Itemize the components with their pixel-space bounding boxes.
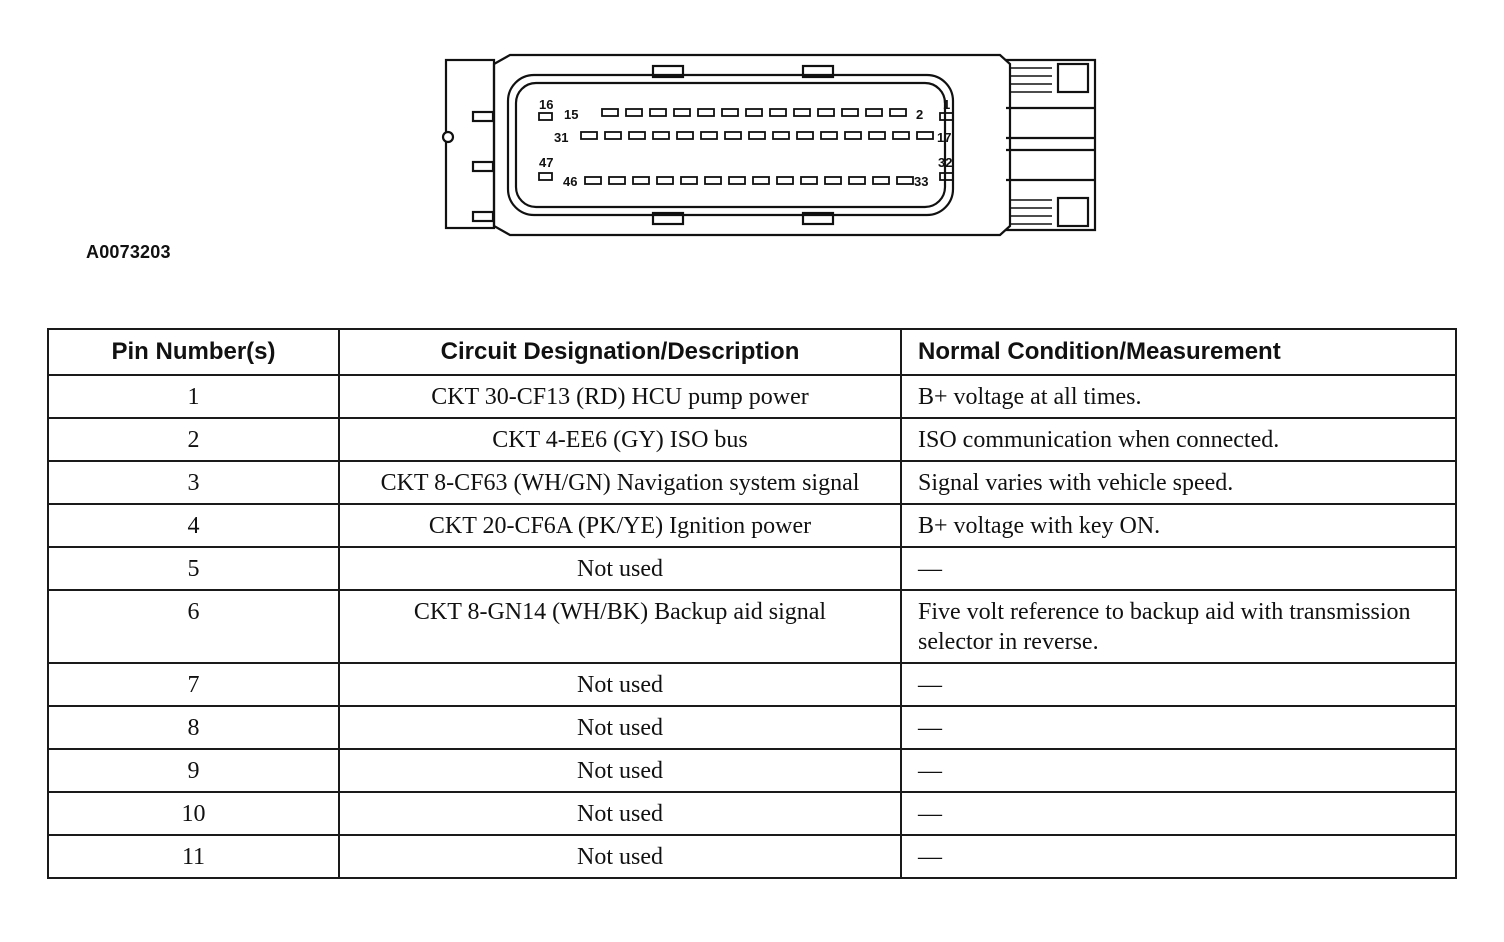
pin-number-cell: 5 <box>48 547 339 590</box>
condition-cell: — <box>901 792 1456 835</box>
pin-number-cell: 8 <box>48 706 339 749</box>
table-row <box>48 461 1456 504</box>
pin-number-cell: 9 <box>48 749 339 792</box>
condition-cell: ISO communication when connected. <box>901 418 1456 461</box>
table-row <box>48 504 1456 547</box>
circuit-cell: CKT 8-GN14 (WH/BK) Backup aid signal <box>339 590 901 663</box>
table-row <box>48 418 1456 461</box>
table-row <box>48 590 1456 663</box>
header-circuit-description: Circuit Designation/Description <box>339 329 901 375</box>
circuit-cell: Not used <box>339 706 901 749</box>
condition-cell: B+ voltage at all times. <box>901 375 1456 418</box>
pin-label-32: 32 <box>938 155 953 170</box>
pin-label-33: 33 <box>914 174 929 189</box>
pin-label-17: 17 <box>937 130 952 145</box>
figure-id: A0073203 <box>86 242 171 262</box>
condition-cell: — <box>901 547 1456 590</box>
circuit-cell: Not used <box>339 749 901 792</box>
pin-number-cell: 11 <box>48 835 339 878</box>
header-pin-numbers: Pin Number(s) <box>48 329 339 375</box>
condition-cell: Five volt reference to backup aid with transmission selector in reverse. <box>901 590 1456 663</box>
condition-cell: — <box>901 663 1456 706</box>
circuit-cell: Not used <box>339 792 901 835</box>
pin-number-cell: 4 <box>48 504 339 547</box>
condition-cell: — <box>901 835 1456 878</box>
table-header-row <box>48 329 1456 375</box>
pin-number-cell: 2 <box>48 418 339 461</box>
pin-label-2: 2 <box>916 107 924 122</box>
pin-label-16: 16 <box>539 97 554 112</box>
condition-cell: B+ voltage with key ON. <box>901 504 1456 547</box>
pin-row-2 <box>581 132 933 139</box>
pin-label-1: 1 <box>943 97 951 112</box>
condition-cell: — <box>901 749 1456 792</box>
condition-cell: — <box>901 706 1456 749</box>
circuit-cell: CKT 8-CF63 (WH/GN) Navigation system signal <box>339 461 901 504</box>
circuit-cell: CKT 30-CF13 (RD) HCU pump power <box>339 375 901 418</box>
table-row <box>48 663 1456 706</box>
table-row <box>48 547 1456 590</box>
pin-row-3 <box>539 173 953 184</box>
pin-number-cell: 1 <box>48 375 339 418</box>
table-row <box>48 792 1456 835</box>
circuit-cell: Not used <box>339 547 901 590</box>
pinout-table <box>47 328 1457 879</box>
pin-label-46: 46 <box>563 174 578 189</box>
table-row <box>48 835 1456 878</box>
pin-label-15: 15 <box>564 107 579 122</box>
pin-number-cell: 3 <box>48 461 339 504</box>
table-row <box>48 749 1456 792</box>
table-row <box>48 375 1456 418</box>
pin-number-cell: 7 <box>48 663 339 706</box>
condition-cell: Signal varies with vehicle speed. <box>901 461 1456 504</box>
pin-number-cell: 10 <box>48 792 339 835</box>
circuit-cell: CKT 4-EE6 (GY) ISO bus <box>339 418 901 461</box>
circuit-cell: Not used <box>339 835 901 878</box>
circuit-cell: Not used <box>339 663 901 706</box>
pin-label-31: 31 <box>554 130 569 145</box>
pin-label-47: 47 <box>539 155 554 170</box>
connector-diagram <box>440 50 1105 240</box>
pin-row-1 <box>539 109 953 120</box>
pin-number-cell: 6 <box>48 590 339 663</box>
table-row <box>48 706 1456 749</box>
header-normal-condition: Normal Condition/Measurement <box>901 329 1456 375</box>
circuit-cell: CKT 20-CF6A (PK/YE) Ignition power <box>339 504 901 547</box>
